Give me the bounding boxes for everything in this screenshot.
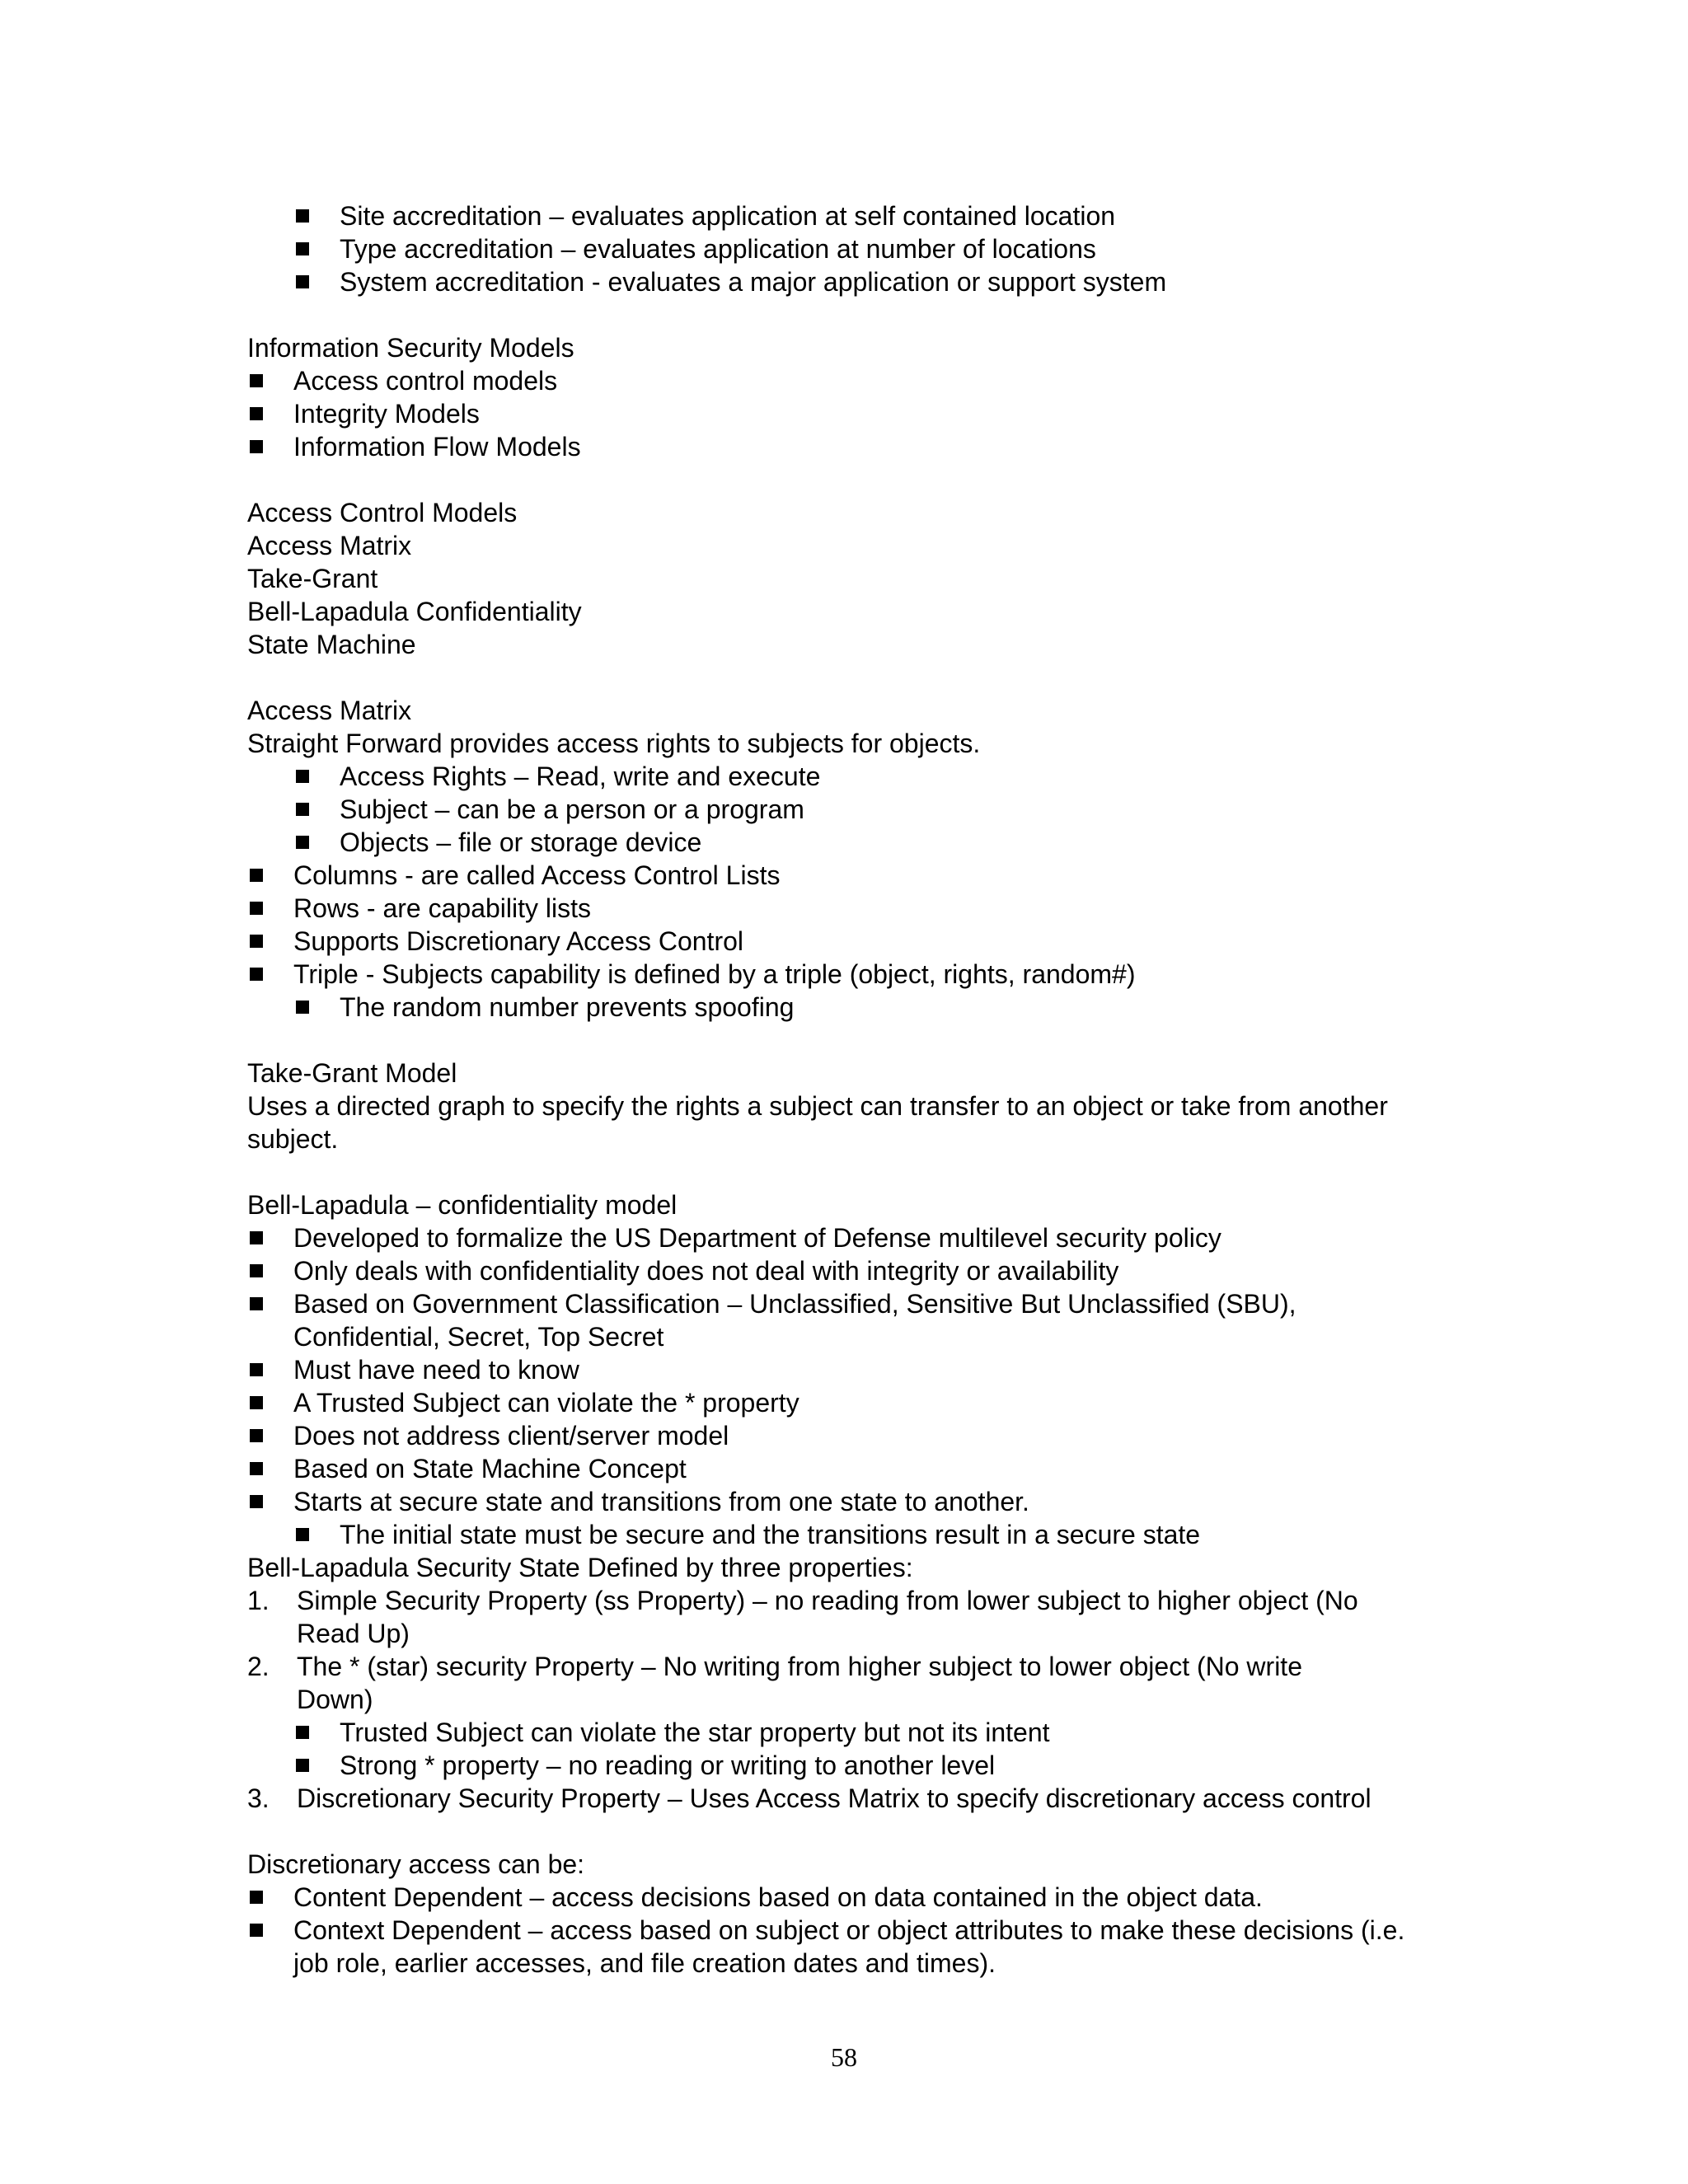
bullet-icon bbox=[250, 1396, 263, 1409]
list-item: Information Flow Models bbox=[247, 430, 1441, 463]
section-heading: Access Matrix bbox=[247, 696, 412, 725]
bullet-icon bbox=[296, 770, 309, 783]
bullet-icon bbox=[296, 275, 309, 288]
list-item: System accreditation - evaluates a major application or support system bbox=[247, 265, 1441, 298]
bullet-icon bbox=[250, 1891, 263, 1904]
paragraph: Straight Forward provides access rights to subjects for objects. bbox=[247, 729, 981, 758]
bullet-icon bbox=[250, 902, 263, 915]
list-item: Only deals with confidentiality does not deal with integrity or availability bbox=[247, 1254, 1441, 1287]
text-line: State Machine bbox=[247, 630, 416, 659]
bullet-icon bbox=[250, 1495, 263, 1508]
bullet-icon bbox=[250, 968, 263, 981]
list-item: The initial state must be secure and the transitions result in a secure state bbox=[247, 1518, 1441, 1551]
list-item: Access Rights – Read, write and execute bbox=[247, 760, 1441, 793]
list-item: Must have need to know bbox=[247, 1353, 1441, 1386]
bullet-icon bbox=[296, 836, 309, 849]
list-item: Subject – can be a person or a program bbox=[247, 793, 1441, 826]
list-item: Integrity Models bbox=[247, 397, 1441, 430]
bullet-icon bbox=[250, 374, 263, 387]
paragraph: subject. bbox=[247, 1124, 339, 1154]
list-item: Supports Discretionary Access Control bbox=[247, 925, 1441, 958]
bullet-icon bbox=[296, 242, 309, 255]
list-item: The random number prevents spoofing bbox=[247, 991, 1441, 1024]
bullet-icon bbox=[250, 407, 263, 420]
bullet-icon bbox=[296, 1528, 309, 1541]
numbered-item: 1. Simple Security Property (ss Property) – no reading from lower subject to higher object (No bbox=[247, 1586, 1358, 1615]
list-item: Trusted Subject can violate the star property but not its intent bbox=[247, 1716, 1441, 1749]
list-item: Access control models bbox=[247, 364, 1441, 397]
numbered-item-continuation: Read Up) bbox=[297, 1619, 410, 1648]
list-item-continuation: Confidential, Secret, Top Secret bbox=[293, 1322, 664, 1352]
list-item: Strong * property – no reading or writing to another level bbox=[247, 1749, 1441, 1782]
list-item: Objects – file or storage device bbox=[247, 826, 1441, 859]
list-item: Does not address client/server model bbox=[247, 1419, 1441, 1452]
list-item: Rows - are capability lists bbox=[247, 892, 1441, 925]
bullet-icon bbox=[296, 1759, 309, 1772]
list-item: Site accreditation – evaluates application at self contained location bbox=[247, 199, 1441, 232]
list-item-continuation: job role, earlier accesses, and file creation dates and times). bbox=[293, 1948, 996, 1978]
paragraph: Bell-Lapadula Security State Defined by three properties: bbox=[247, 1553, 913, 1582]
bullet-icon bbox=[250, 1462, 263, 1475]
section-heading: Take-Grant Model bbox=[247, 1058, 457, 1088]
bullet-icon bbox=[250, 1924, 263, 1937]
section-heading: Information Security Models bbox=[247, 333, 574, 363]
bullet-icon bbox=[250, 1231, 263, 1244]
list-item: Columns - are called Access Control Lists bbox=[247, 859, 1441, 892]
text-line: Bell-Lapadula Confidentiality bbox=[247, 597, 582, 626]
bullet-icon bbox=[296, 1001, 309, 1014]
bullet-icon bbox=[296, 209, 309, 223]
section-heading: Access Control Models bbox=[247, 498, 518, 527]
bullet-icon bbox=[250, 440, 263, 453]
list-item: Triple - Subjects capability is defined by a triple (object, rights, random#) bbox=[247, 958, 1441, 991]
numbered-item-continuation: Down) bbox=[297, 1685, 373, 1714]
bullet-icon bbox=[250, 935, 263, 948]
list-item: Context Dependent – access based on subject or object attributes to make these decisions (i.e. bbox=[247, 1914, 1441, 1947]
list-item: Starts at secure state and transitions from one state to another. bbox=[247, 1485, 1441, 1518]
bullet-icon bbox=[250, 1264, 263, 1277]
list-item: Based on Government Classification – Unclassified, Sensitive But Unclassified (SBU), bbox=[247, 1287, 1441, 1320]
bullet-icon bbox=[296, 803, 309, 816]
bullet-icon bbox=[250, 1429, 263, 1442]
list-item: Developed to formalize the US Department of Defense multilevel security policy bbox=[247, 1221, 1441, 1254]
list-item: A Trusted Subject can violate the * property bbox=[247, 1386, 1441, 1419]
bullet-icon bbox=[250, 1363, 263, 1376]
paragraph: Uses a directed graph to specify the rights a subject can transfer to an object or take from another bbox=[247, 1091, 1388, 1121]
section-heading: Bell-Lapadula – confidentiality model bbox=[247, 1190, 678, 1220]
text-line: Take-Grant bbox=[247, 564, 378, 593]
bullet-icon bbox=[250, 869, 263, 882]
numbered-item: 3. Discretionary Security Property – Uses Access Matrix to specify discretionary access control bbox=[247, 1783, 1372, 1813]
text-line: Access Matrix bbox=[247, 531, 412, 560]
list-item: Type accreditation – evaluates application at number of locations bbox=[247, 232, 1441, 265]
list-item: Based on State Machine Concept bbox=[247, 1452, 1441, 1485]
bullet-icon bbox=[250, 1297, 263, 1310]
page-number: 58 bbox=[831, 2042, 857, 2072]
list-item: Content Dependent – access decisions based on data contained in the object data. bbox=[247, 1881, 1441, 1914]
bullet-icon bbox=[296, 1726, 309, 1739]
section-heading: Discretionary access can be: bbox=[247, 1849, 585, 1879]
numbered-item: 2. The * (star) security Property – No writing from higher subject to lower object (No write bbox=[247, 1652, 1302, 1681]
